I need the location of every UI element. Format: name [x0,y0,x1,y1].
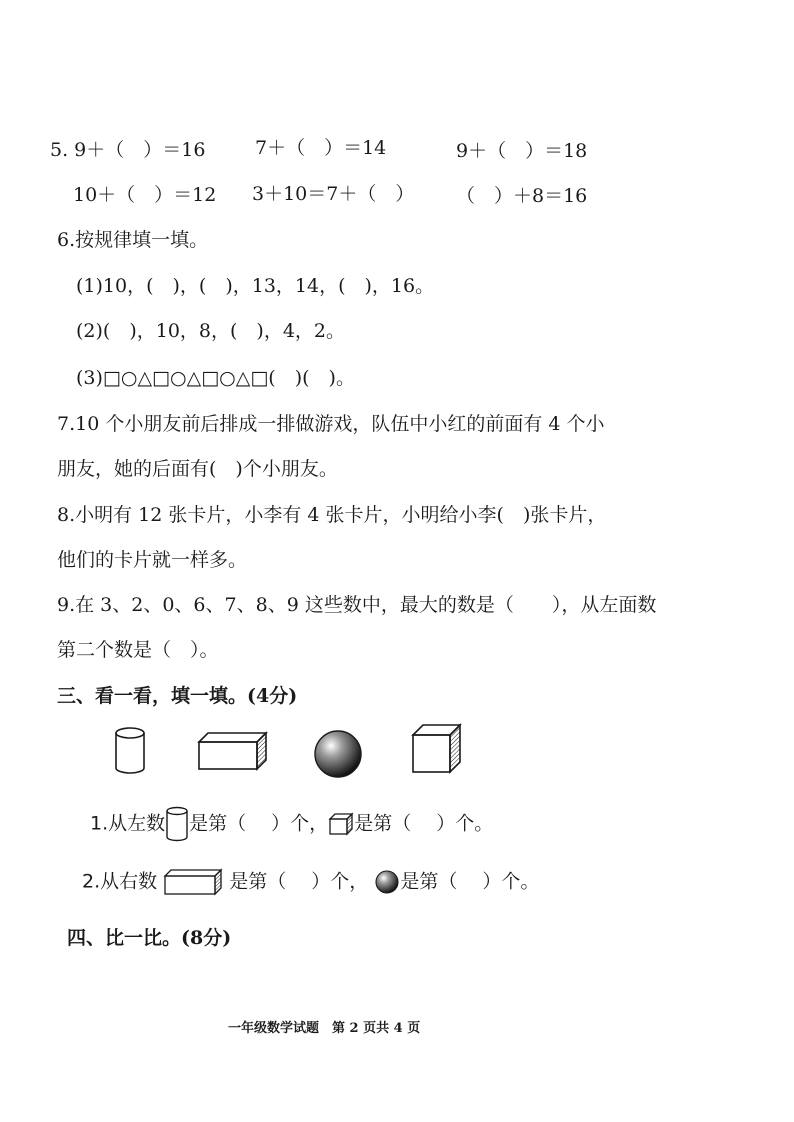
q6-item-3: (3)□○△□○△□○△□( )( )。 [76,367,355,389]
cylinder-icon [110,726,150,776]
q1-prefix: 1.从左数 [90,812,166,835]
cube-icon [328,812,354,836]
q7-line-1: 7.10 个小朋友前后排成一排做游戏，队伍中小红的前面有 4 个小 [57,413,605,435]
q7-line-2: 朋友，她的后面有( )个小朋友。 [57,458,338,480]
q8-line-1: 8.小明有 12 张卡片，小李有 4 张卡片，小明给小李( )张卡片， [57,504,607,526]
section-3-heading: 三、看一看，填一填。(4分) [57,685,298,707]
q2-mid: 是第（ ）个， [229,870,369,893]
sphere-icon [312,728,364,780]
cube-icon [410,722,464,776]
q5-eq-3: 9＋（ ）＝18 [456,140,588,162]
q6-item-2: (2)( )，10，8，( )，4，2。 [76,320,346,342]
q6-title: 6.按规律填一填。 [57,229,209,251]
cuboid-icon [196,730,268,772]
q6-item-1: (1)10，( )，( )，13，14，( )，16。 [76,275,435,297]
q5-eq-4: 10＋（ ）＝12 [73,184,217,206]
q9-line-2: 第二个数是（ ）。 [57,639,219,661]
q5-eq-5: 3＋10＝7＋（ ） [252,183,415,205]
page-footer: 一年级数学试题 第 2 页共 4 页 [228,1021,421,1036]
cylinder-icon [165,806,189,842]
q1-mid: 是第（ ）个， [189,812,329,835]
section-3-q1 [90,806,493,842]
q5-eq-1: 5. 9＋（ ）＝16 [50,139,206,161]
q5-eq-6: （ ）＋8＝16 [456,185,588,207]
q2-prefix: 2.从右数 [82,870,158,893]
q2-suffix: 是第（ ）个。 [400,870,540,893]
section-4-heading: 四、比一比。(8分) [67,927,232,949]
q5-eq-2: 7＋（ ）＝14 [255,137,387,159]
q8-line-2: 他们的卡片就一样多。 [57,549,248,571]
cuboid-icon [163,868,223,896]
q1-suffix: 是第（ ）个。 [354,812,494,835]
section-3-q2 [82,868,539,896]
q9-line-1: 9.在 3、2、0、6、7、8、9 这些数中，最大的数是（ ），从左面数 [57,594,657,616]
sphere-icon [374,869,400,895]
